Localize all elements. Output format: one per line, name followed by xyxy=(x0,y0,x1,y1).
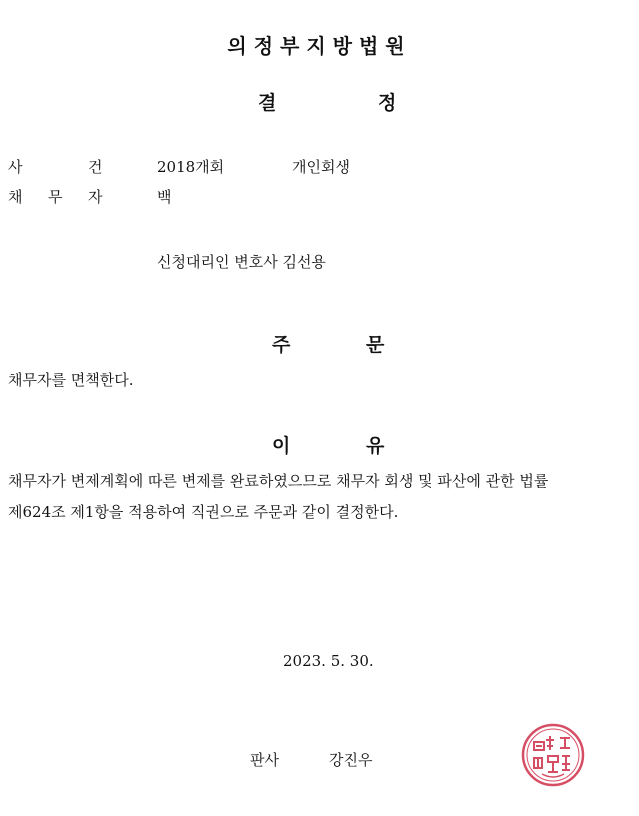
case-name: 개인회생 xyxy=(292,158,350,176)
court-title: 의정부지방법원 xyxy=(227,34,412,58)
decision-date: 2023. 5. 30. xyxy=(283,652,374,670)
debtor-name: 백 xyxy=(157,188,172,206)
reason-heading-left: 이 xyxy=(272,435,291,457)
document-type-left: 결 xyxy=(258,92,277,114)
order-heading-left: 주 xyxy=(272,334,291,356)
order-text: 채무자를 면책한다. xyxy=(8,371,134,389)
reason-line-2: 제624조 제1항을 적용하여 직권으로 주문과 같이 결정한다. xyxy=(8,503,399,521)
case-label-char-1: 사 xyxy=(8,158,23,176)
court-seal-icon xyxy=(520,722,586,788)
debtor-label-char-3: 자 xyxy=(88,188,103,206)
debtor-label-char-1: 채 xyxy=(8,188,23,206)
judge-name: 강진우 xyxy=(329,751,373,769)
case-number: 2018개회 xyxy=(157,158,225,176)
debtor-label-char-2: 무 xyxy=(48,188,63,206)
case-label-char-2: 건 xyxy=(88,158,103,176)
judge-title: 판사 xyxy=(250,751,279,769)
document-type-right: 정 xyxy=(378,92,397,114)
reason-heading-right: 유 xyxy=(366,435,385,457)
representative: 신청대리인 변호사 김선용 xyxy=(157,253,326,271)
reason-line-1: 채무자가 변제계획에 따른 변제를 완료하였으므로 채무자 회생 및 파산에 관한 법률 xyxy=(8,472,549,490)
order-heading-right: 문 xyxy=(366,334,385,356)
